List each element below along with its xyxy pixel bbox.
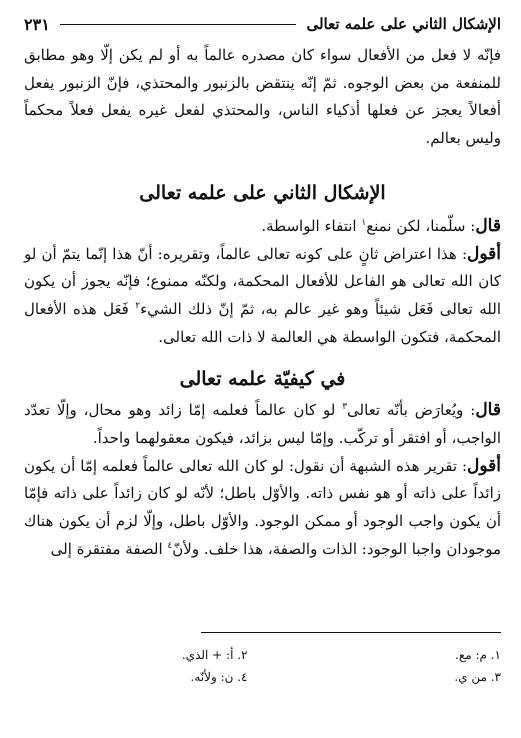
footnote-ref-4: ٤	[167, 540, 173, 551]
page-number: ٢٣١	[24, 14, 50, 34]
qala-label: قال	[475, 215, 501, 236]
footnote-1: ١. م: مع.	[455, 648, 501, 662]
aqulu-label: أقول	[467, 243, 502, 264]
header-rule	[60, 24, 297, 25]
aqulu-label: أقول	[467, 455, 501, 476]
page-body	[24, 42, 501, 564]
footnote-2: ٢. أ: + الذي.	[181, 648, 248, 662]
opening-paragraph: فإنّه لا فعل من الأفعال سواء كان مصدره عالماً به أو لم يكن إلّا وهو مطابق للمنفعة من بعض الوجوه. ثمّ إنّه ينتقض بالزنبور والمحتذي، فإنّ الزنبور يفعل أفعالاً يعجز عن فعلها أذكياء الناس، والمحتذي لفعل غيره يفعل فعلاً محكماً وليس بعالم.	[24, 46, 501, 148]
aqulu-paragraph-1	[24, 241, 501, 352]
aqulu-text: : تقرير هذه الشبهة أن نقول: لو كان الله تعالى عالماً فعلمه إمّا أن يكون زائداً على ذاته أو هو نفس ذاته. والأوّل باطل؛ لأنّه لو كان زائداً على ذاته فإمّا أن يكون واجب الوجود أو ممكن الوجود. والأوّل باطل، وإلّا لزم أن يكون هناك موجودان واجبا الوجود: الذات والصفة، هذا خلف. ولأنّ	[24, 456, 501, 558]
footnote-divider	[201, 632, 501, 633]
page-header	[24, 12, 501, 36]
qala-text-cont: انتفاء الواسطة.	[261, 216, 362, 235]
aqulu-text-cont: فَعَل هذه الأفعال المحكمة، فتكون الواسطة هي العالمة لا ذات الله تعالى.	[24, 299, 501, 346]
qala-paragraph-1	[24, 213, 501, 241]
qala-text-cont: لو كان عالماً فعلمه إمّا زائد وهو محال، وإلّا تعدّد الواجب، أو افتقر أو تركّب. وإمّا ليس بزائد، فيكون معقولهما واحداً.	[24, 401, 501, 448]
aqulu-text: : هذا اعتراض ثانٍ على كونه تعالى عالماً، وتقريره: أنّ هذا إنّما يتمّ أن لو كان الله تعالى هو الفاعل للأفعال المحكمة، ولكنّه ممنوع؛ فإنّه يجوز أن يكون الله تعالى فَعَل شيئاً وهو غير عالم به، ثمّ إنّ ذلك الشيء	[24, 244, 501, 318]
section-heading-how-knowledge: في كيفيّة علمه تعالى	[179, 368, 346, 391]
section-heading-second-problem: الإشكال الثاني على علمه تعالى	[139, 181, 386, 204]
aqulu-paragraph-2	[24, 453, 501, 564]
footnote-4: ٤. ن: ولأنّه.	[190, 670, 248, 684]
qala-paragraph-2	[24, 397, 501, 452]
qala-text: : ويُعارَض بأنّه تعالى	[347, 401, 476, 420]
footnote-ref-2: ٢	[135, 300, 141, 311]
footnote-ref-1: ١	[361, 217, 367, 228]
footnote-3: ٣. من ي.	[454, 670, 501, 684]
footnotes	[24, 644, 501, 688]
qala-text: : سلّمنا، لكن نمنع	[366, 216, 476, 235]
aqulu-text-cont: الصفة مفتقرة إلى	[50, 539, 168, 558]
running-title: الإشكال الثاني على علمه تعالى	[306, 15, 501, 33]
qala-label: قال	[475, 400, 501, 421]
footnote-ref-3: ٣	[342, 402, 348, 413]
